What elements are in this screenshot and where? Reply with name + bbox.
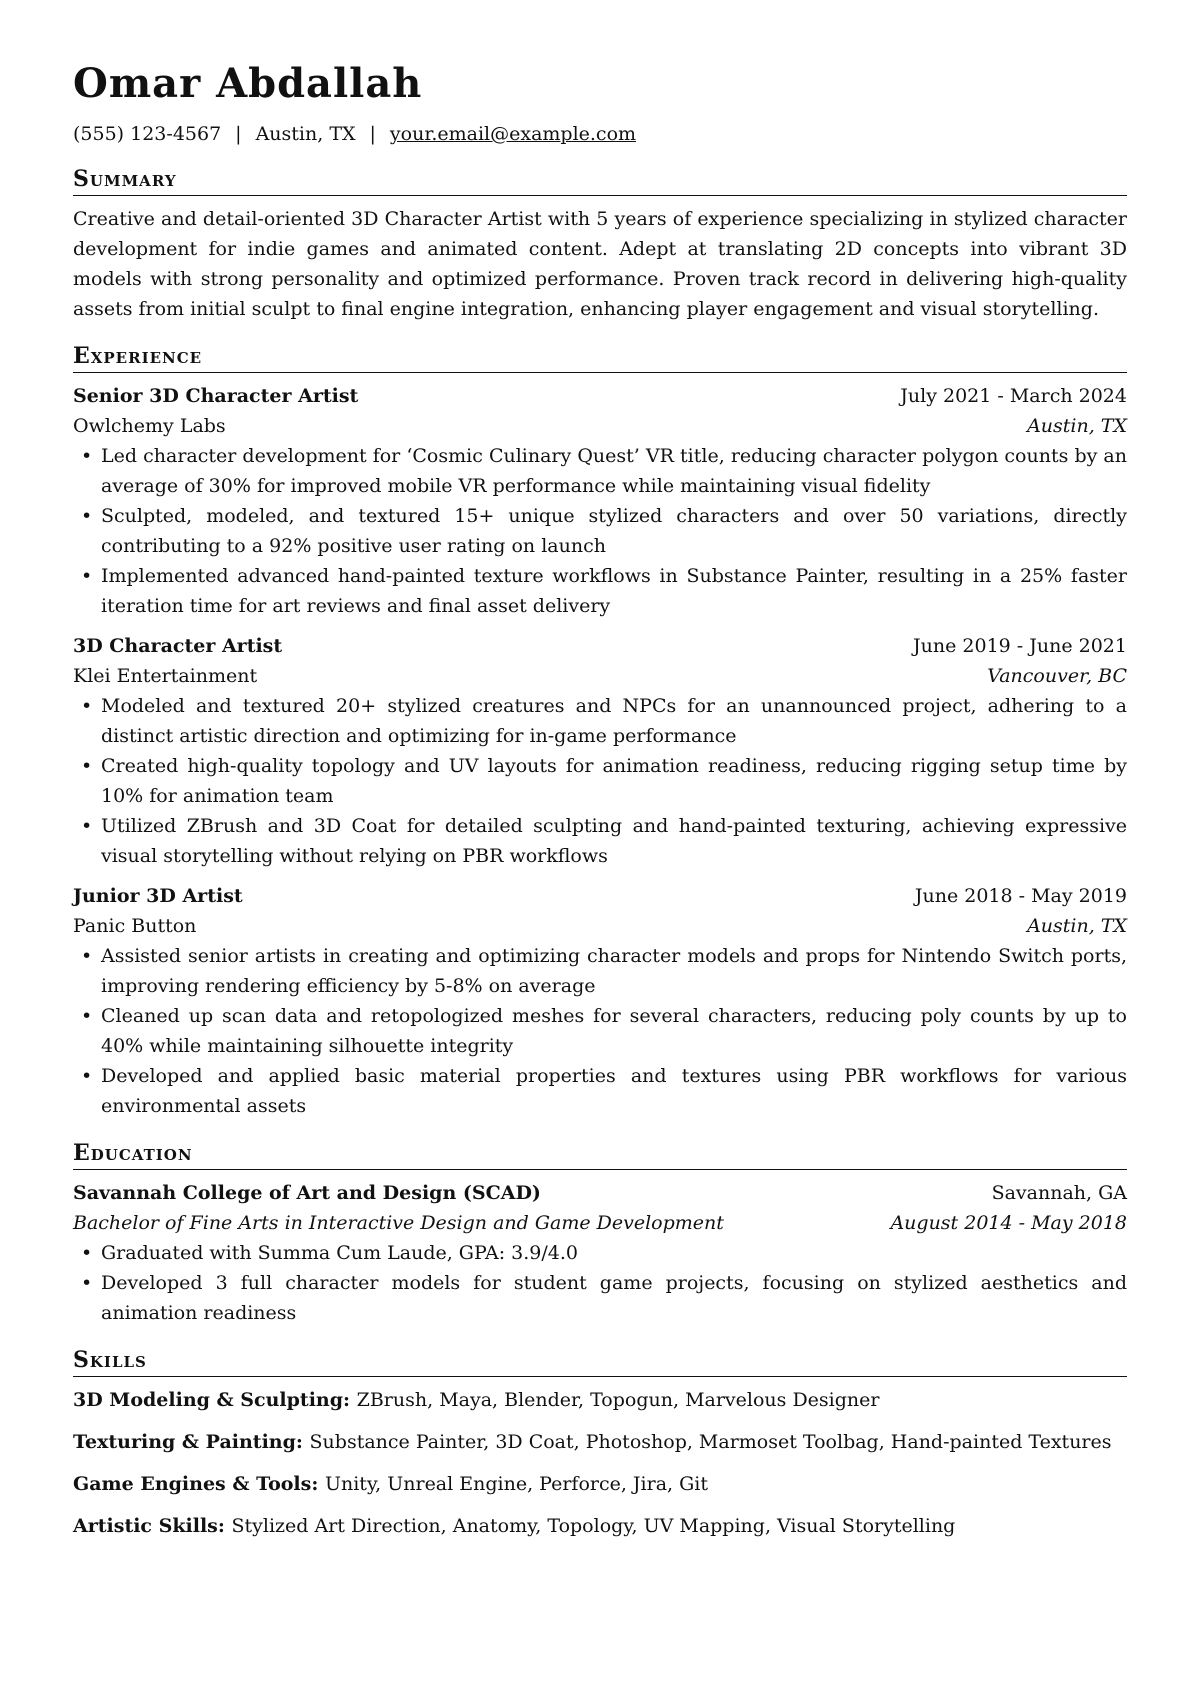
company-name: Owlchemy Labs (73, 415, 226, 437)
job-dates: July 2021 - March 2024 (900, 385, 1127, 407)
skill-values: Stylized Art Direction, Anatomy, Topology, UV Mapping, Visual Storytelling (231, 1515, 956, 1537)
summary-text: Creative and detail-oriented 3D Character Artist with 5 years of experience specializing in stylized character development for indie games and animated content. Adept at translating 2D concepts into vibrant 3D models with strong personality and optimized performance. Proven track record in delivering high-quality assets from initial sculpt to final engine integration, enhancing player engagement and visual storytelling. (73, 208, 1127, 320)
bullet-text: Assisted senior artists in creating and optimizing character models and props for Nintendo Switch ports, improving rendering efficiency by 5-8% on average (101, 945, 1127, 997)
contact-separator: | (369, 123, 376, 145)
section-title-education: Education (73, 1139, 1127, 1170)
school-location: Savannah, GA (991, 1182, 1127, 1204)
skill-values: ZBrush, Maya, Blender, Topogun, Marvelous Designer (356, 1389, 880, 1411)
resume-header (73, 58, 1127, 147)
skill-row (73, 1511, 1127, 1541)
skill-category: 3D Modeling & Sculpting: (73, 1389, 357, 1411)
company-name: Klei Entertainment (73, 665, 258, 687)
resume-page (73, 58, 1127, 1553)
experience-section (73, 342, 1127, 1121)
bullet-item (73, 441, 1127, 501)
bullet-item (73, 561, 1127, 621)
bullet-dot-icon: • (81, 945, 93, 967)
bullet-item (73, 811, 1127, 871)
job-header-row (73, 381, 1127, 411)
bullet-text: Created high-quality topology and UV layouts for animation readiness, reducing rigging setup time by 10% for animation team (101, 755, 1127, 807)
job-bullet-list (73, 691, 1127, 871)
contact-separator: | (235, 123, 242, 145)
bullet-text: Sculpted, modeled, and textured 15+ unique stylized characters and over 50 variations, directly contributing to a 92% positive user rating on launch (101, 505, 1127, 557)
bullet-item (73, 691, 1127, 751)
contact-line (73, 121, 1127, 147)
job-company-row (73, 411, 1127, 441)
job-header-row (73, 881, 1127, 911)
company-name: Panic Button (73, 915, 197, 937)
job-location: Austin, TX (1027, 415, 1127, 437)
bullet-dot-icon: • (81, 505, 93, 527)
job-location: Vancouver, BC (987, 665, 1127, 687)
location: Austin, TX (255, 123, 356, 145)
bullet-item (73, 501, 1127, 561)
education-dates: August 2014 - May 2018 (890, 1212, 1127, 1234)
degree-row (73, 1208, 1127, 1238)
bullet-item (73, 751, 1127, 811)
education-entry (73, 1178, 1127, 1328)
bullet-text: Developed 3 full character models for student game projects, focusing on stylized aesthetics and animation readiness (101, 1272, 1127, 1324)
bullet-dot-icon: • (81, 815, 93, 837)
education-bullet-list (73, 1238, 1127, 1328)
bullet-dot-icon: • (81, 1065, 93, 1087)
bullet-text: Graduated with Summa Cum Laude, GPA: 3.9/4.0 (101, 1242, 579, 1264)
school-name: Savannah College of Art and Design (SCAD) (73, 1182, 541, 1204)
summary-section (73, 165, 1127, 324)
skill-category: Game Engines & Tools: (73, 1473, 325, 1495)
bullet-text: Implemented advanced hand-painted texture workflows in Substance Painter, resulting in a 25% faster iteration time for art reviews and final asset delivery (101, 565, 1127, 617)
job-entry (73, 881, 1127, 1121)
skill-row (73, 1385, 1127, 1415)
job-company-row (73, 661, 1127, 691)
section-title-summary: Summary (73, 165, 1127, 196)
education-header-row (73, 1178, 1127, 1208)
bullet-item (73, 1061, 1127, 1121)
bullet-item (73, 1268, 1127, 1328)
skill-category: Texturing & Painting: (73, 1431, 310, 1453)
phone-number: (555) 123-4567 (73, 123, 222, 145)
job-entry (73, 631, 1127, 871)
bullet-text: Cleaned up scan data and retopologized meshes for several characters, reducing poly counts by up to 40% while maintaining silhouette integrity (101, 1005, 1127, 1057)
job-bullet-list (73, 441, 1127, 621)
job-entry (73, 381, 1127, 621)
bullet-dot-icon: • (81, 565, 93, 587)
job-title: 3D Character Artist (73, 635, 283, 657)
education-section (73, 1139, 1127, 1328)
bullet-text: Utilized ZBrush and 3D Coat for detailed sculpting and hand-painted texturing, achieving expressive visual storytelling without relying on PBR workflows (101, 815, 1127, 867)
skill-values: Unity, Unreal Engine, Perforce, Jira, Git (324, 1473, 709, 1495)
job-header-row (73, 631, 1127, 661)
email-link[interactable]: your.email@example.com (389, 123, 637, 145)
job-location: Austin, TX (1027, 915, 1127, 937)
bullet-item (73, 1001, 1127, 1061)
job-bullet-list (73, 941, 1127, 1121)
section-title-experience: Experience (73, 342, 1127, 373)
skill-category: Artistic Skills: (73, 1515, 232, 1537)
bullet-dot-icon: • (81, 1242, 93, 1264)
job-dates: June 2019 - June 2021 (913, 635, 1127, 657)
skill-row (73, 1427, 1127, 1457)
bullet-text: Modeled and textured 20+ stylized creatures and NPCs for an unannounced project, adhering to a distinct artistic direction and optimizing for in-game performance (101, 695, 1127, 747)
bullet-item (73, 1238, 1127, 1268)
skills-section (73, 1346, 1127, 1541)
bullet-item (73, 941, 1127, 1001)
job-dates: June 2018 - May 2019 (914, 885, 1127, 907)
bullet-text: Developed and applied basic material properties and textures using PBR workflows for various environmental assets (101, 1065, 1127, 1117)
bullet-dot-icon: • (81, 695, 93, 717)
candidate-name: Omar Abdallah (73, 60, 423, 107)
bullet-dot-icon: • (81, 1272, 93, 1294)
section-title-skills: Skills (73, 1346, 1127, 1377)
skill-values: Substance Painter, 3D Coat, Photoshop, Marmoset Toolbag, Hand-painted Textures (309, 1431, 1112, 1453)
bullet-text: Led character development for ‘Cosmic Culinary Quest’ VR title, reducing character polygon counts by an average of 30% for improved mobile VR performance while maintaining visual fidelity (101, 445, 1127, 497)
bullet-dot-icon: • (81, 755, 93, 777)
skill-row (73, 1469, 1127, 1499)
job-title: Junior 3D Artist (73, 885, 243, 907)
bullet-dot-icon: • (81, 445, 93, 467)
bullet-dot-icon: • (81, 1005, 93, 1027)
degree-name: Bachelor of Fine Arts in Interactive Design and Game Development (73, 1212, 724, 1234)
job-title: Senior 3D Character Artist (73, 385, 359, 407)
job-company-row (73, 911, 1127, 941)
